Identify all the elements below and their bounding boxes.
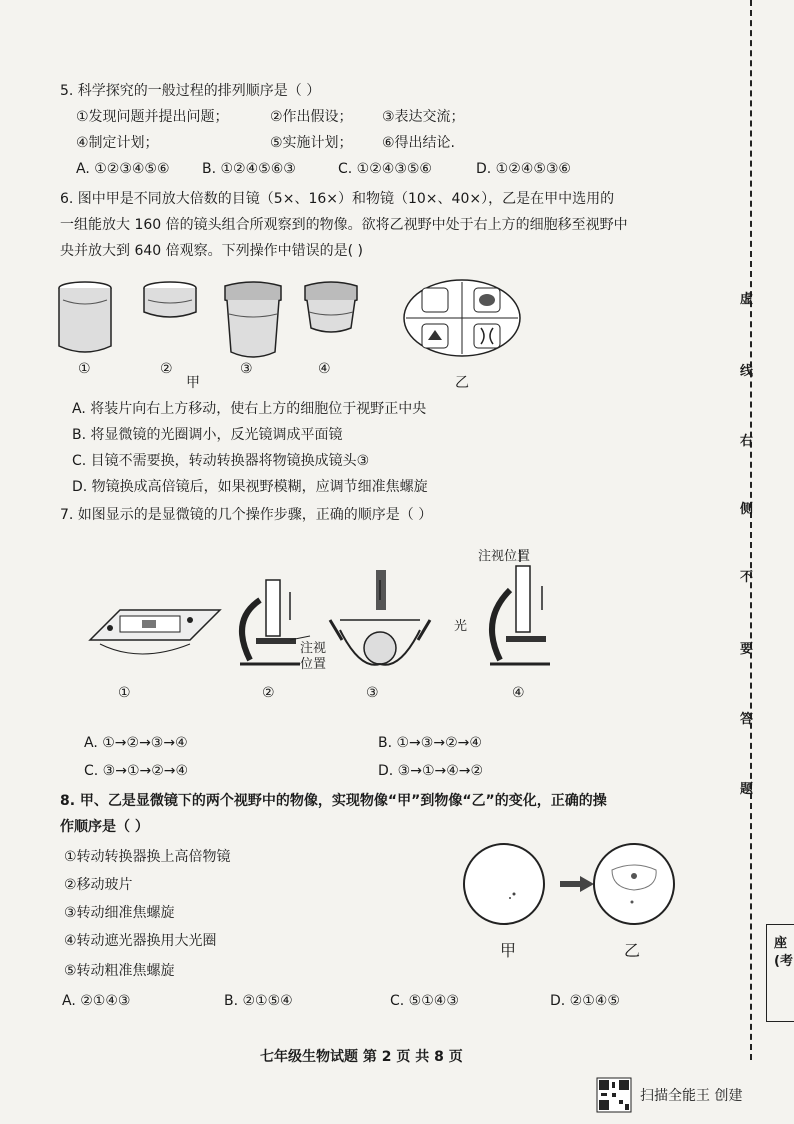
- q8-option-b: B. ②①⑤④: [224, 993, 293, 1009]
- q6-option-a: A. 将装片向右上方移动，使右上方的细胞位于视野正中央: [72, 401, 427, 417]
- q5-item: ④制定计划；: [76, 135, 159, 151]
- lens-label: ④: [318, 361, 331, 377]
- q5-option-a: A. ①②③④⑤⑥: [76, 161, 170, 177]
- q5-item: ③表达交流；: [382, 109, 465, 125]
- annot-guang: 光: [454, 619, 468, 634]
- q7-option-d: D. ③→①→④→②: [378, 763, 484, 779]
- q7-option-a: A. ①→②→③→④: [84, 735, 188, 751]
- q8-option-a: A. ②①④③: [62, 993, 131, 1009]
- figure-label-jia: 甲: [186, 375, 200, 391]
- lens-label: ①: [78, 361, 91, 377]
- q5-option-c: C. ①②④③⑤⑥: [338, 161, 432, 177]
- field-of-view-icon: [404, 280, 520, 356]
- scanner-watermark: 扫描全能王 创建: [640, 1088, 743, 1104]
- lens-3-icon: [225, 282, 281, 357]
- side-char: 侧: [740, 502, 754, 517]
- q8-option-d: D. ②①④⑤: [550, 993, 620, 1009]
- lens-figure: [55, 278, 435, 398]
- seat-label: (考: [774, 954, 793, 969]
- q8-option-c: C. ⑤①④③: [390, 993, 459, 1009]
- slide-on-stage-icon: [90, 610, 220, 654]
- seat-label: 座: [774, 936, 788, 951]
- q8-step: ⑤转动粗准焦螺旋: [64, 963, 175, 979]
- q5-item: ②作出假设；: [270, 109, 353, 125]
- annot-weizhi: 位置: [300, 657, 327, 672]
- q8-stem-line1: 8. 甲、乙是显微镜下的两个视野中的物像，实现物像“甲”到物像“乙”的变化，正确的操: [60, 793, 607, 809]
- side-char: 要: [740, 642, 754, 657]
- q6-stem-line1: 6. 图中甲是不同放大倍数的目镜（5×、16×）和物镜（10×、40×），乙是在甲中选用的: [60, 191, 615, 207]
- annot-top: 注视位置: [478, 549, 531, 564]
- q8-step: ③转动细准焦螺旋: [64, 905, 175, 921]
- q5-item: ⑤实施计划；: [270, 135, 353, 151]
- q8-step: ④转动遮光器换用大光圈: [64, 933, 217, 949]
- q5-item: ①发现问题并提出问题；: [76, 109, 229, 125]
- q5-item: ⑥得出结论.: [382, 135, 456, 151]
- lens-4-icon: [305, 282, 357, 332]
- view-change-figure: [462, 840, 682, 940]
- lens-2-icon: [144, 282, 196, 317]
- q7-stem: 7. 如图显示的是显微镜的几个操作步骤，正确的顺序是（ ）: [60, 507, 433, 523]
- q5-option-b: B. ①②④⑤⑥③: [202, 161, 296, 177]
- lens-1-icon: [59, 282, 111, 352]
- step-label: ③: [366, 685, 379, 701]
- figure-label-yi: 乙: [624, 941, 641, 960]
- q6-option-b: B. 将显微镜的光圈调小，反光镜调成平面镜: [72, 427, 343, 443]
- q6-stem-line2: 一组能放大 160 倍的镜头组合所观察到的物像。欲将乙视野中处于右上方的细胞移至视野中: [60, 217, 628, 233]
- q5-option-d: D. ①②④⑤③⑥: [476, 161, 571, 177]
- lens-label: ③: [240, 361, 253, 377]
- side-char: 不: [740, 570, 754, 585]
- step-label: ①: [118, 685, 131, 701]
- q8-step: ①转动转换器换上高倍物镜: [64, 849, 231, 865]
- qr-code-icon: [597, 1078, 631, 1112]
- figure-label-jia: 甲: [500, 941, 517, 960]
- side-char: 右: [740, 434, 754, 449]
- q7-option-c: C. ③→①→②→④: [84, 763, 189, 779]
- step-label: ②: [262, 685, 275, 701]
- side-char: 线: [740, 364, 754, 379]
- page-footer: 七年级生物试题 第 2 页 共 8 页: [260, 1049, 463, 1065]
- q8-step: ②移动玻片: [64, 877, 133, 893]
- q8-stem-line2: 作顺序是（ ）: [60, 819, 149, 835]
- step-label: ④: [512, 685, 525, 701]
- q5-stem: 5. 科学探究的一般过程的排列顺序是（ ）: [60, 83, 321, 99]
- cut-line: [750, 0, 752, 1060]
- q6-option-d: D. 物镜换成高倍镜后，如果视野模糊，应调节细准焦螺旋: [72, 479, 428, 495]
- arrow-right-icon: [560, 876, 594, 892]
- view-yi-icon: [594, 844, 674, 924]
- figure-label-yi: 乙: [455, 375, 469, 391]
- side-char: 答: [740, 712, 754, 727]
- adjust-mirror-icon: [330, 570, 430, 665]
- side-char: 虚: [740, 292, 754, 307]
- q6-option-c: C. 目镜不需要换，转动转换器将物镜换成镜头③: [72, 453, 370, 469]
- lens-label: ②: [160, 361, 173, 377]
- q7-option-b: B. ①→③→②→④: [378, 735, 482, 751]
- field-of-view-figure: [402, 278, 522, 368]
- microscope-focus-icon: [490, 550, 550, 664]
- annot-zhushi: 注视: [300, 641, 327, 656]
- q6-stem-line3: 央并放大到 640 倍观察。下列操作中错误的是( ): [60, 243, 363, 259]
- view-jia-icon: [464, 844, 544, 924]
- side-char: 题: [740, 782, 754, 797]
